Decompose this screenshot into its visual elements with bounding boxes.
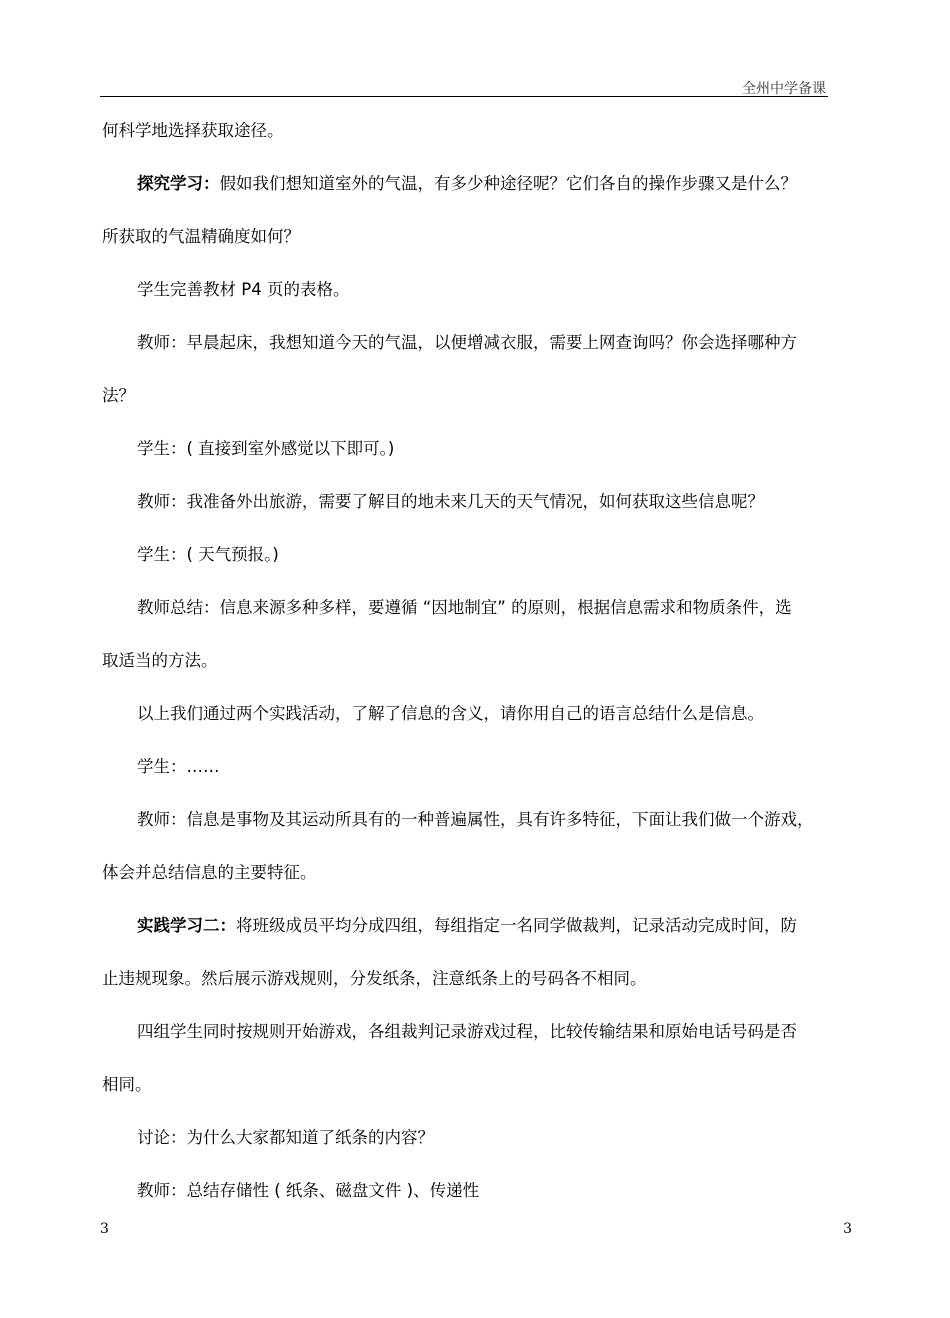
paragraph-line: 教师：总结存储性 ( 纸条、磁盘文件 )、传递性 [137, 1181, 480, 1200]
header-divider [100, 96, 828, 97]
paragraph-line: 四组学生同时按规则开始游戏，各组裁判记录游戏过程，比较传输结果和原始电话号码是否 [137, 1022, 797, 1041]
paragraph-line: 教师：我准备外出旅游，需要了解目的地未来几天的天气情况，如何获取这些信息呢？ [137, 492, 764, 511]
paragraph-line: 教师：信息是事物及其运动所具有的一种普遍属性，具有许多特征，下面让我们做一个游戏， [137, 810, 814, 829]
paragraph-line: 所获取的气温精确度如何？ [102, 227, 300, 246]
document-body [102, 104, 860, 1217]
paragraph-inquiry-learning: 探究学习：假如我们想知道室外的气温，有多少种途径呢？它们各自的操作步骤又是什么？ [137, 174, 797, 193]
header-title: 全州中学备课 [742, 81, 826, 97]
paragraph-line: 讨论：为什么大家都知道了纸条的内容？ [137, 1128, 434, 1147]
paragraph-line: 体会并总结信息的主要特征。 [102, 863, 317, 882]
page-number-left: 3 [100, 1221, 109, 1237]
section-label-practice: 实践学习二： [137, 916, 236, 935]
paragraph-line: 教师：早晨起床，我想知道今天的气温，以便增减衣服，需要上网查询吗？你会选择哪种方 [137, 333, 797, 352]
paragraph-line: 学生完善教材 P4 页的表格。 [137, 280, 350, 299]
paragraph-line: 止违规现象。然后展示游戏规则，分发纸条，注意纸条上的号码各不相同。 [102, 969, 647, 988]
paragraph-continuation: 何科学地选择获取途径。 [102, 121, 284, 140]
page-number-right: 3 [843, 1221, 852, 1237]
section-label-inquiry: 探究学习： [137, 174, 220, 193]
paragraph-line: 法？ [102, 386, 135, 405]
paragraph-line: 学生：( 天气预报。) [137, 545, 279, 564]
paragraph-practice-learning-two: 实践学习二：将班级成员平均分成四组，每组指定一名同学做裁判，记录活动完成时间，防 [137, 916, 797, 935]
paragraph-line: 以上我们通过两个实践活动，了解了信息的含义，请你用自己的语言总结什么是信息。 [137, 704, 764, 723]
paragraph-line: 取适当的方法。 [102, 651, 218, 670]
paragraph-line: 教师总结：信息来源多种多样，要遵循 “因地制宜” 的原则，根据信息需求和物质条件，选 [137, 598, 792, 617]
paragraph-line: 学生：( 直接到室外感觉以下即可。) [137, 439, 395, 458]
paragraph-line: 学生：…… [137, 757, 220, 776]
paragraph-line: 相同。 [102, 1075, 152, 1094]
